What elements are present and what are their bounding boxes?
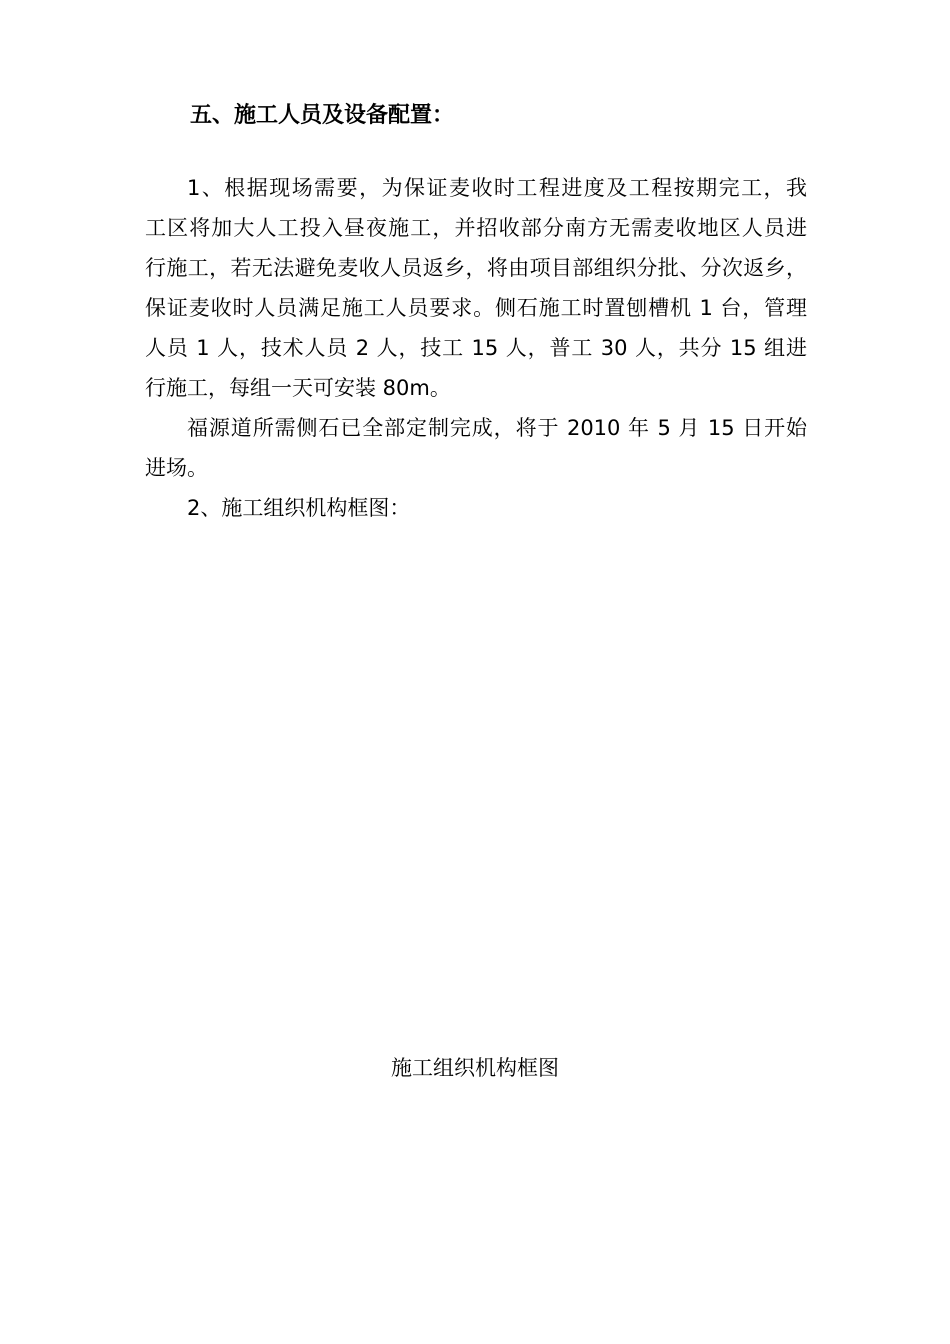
paragraph-2-line-1: 福源道所需侧石已全部定制完成，将于 2010 年 5 月 15 日开始 — [187, 416, 807, 440]
section-title: 五、施工人员及设备配置： — [190, 103, 455, 128]
paragraph-1-line-3: 行施工，若无法避免麦收人员返乡，将由项目部组织分批、分次返乡， — [145, 256, 807, 280]
paragraph-2-line-2: 进场。 — [145, 456, 208, 480]
paragraph-1-line-5: 人员 1 人，技术人员 2 人，技工 15 人，普工 30 人，共分 15 组进 — [145, 336, 807, 360]
paragraph-1-line-2: 工区将加大人工投入昼夜施工，并招收部分南方无需麦收地区人员进 — [145, 216, 807, 240]
item-2-heading: 2、施工组织机构框图： — [187, 496, 411, 520]
paragraph-1-line-4: 保证麦收时人员满足施工人员要求。侧石施工时置刨槽机 1 台，管理 — [145, 296, 807, 320]
paragraph-1-line-1: 1、根据现场需要，为保证麦收时工程进度及工程按期完工，我 — [187, 176, 807, 200]
paragraph-1-line-6: 行施工，每组一天可安装 80m。 — [145, 376, 451, 400]
figure-caption: 施工组织机构框图 — [391, 1056, 559, 1080]
